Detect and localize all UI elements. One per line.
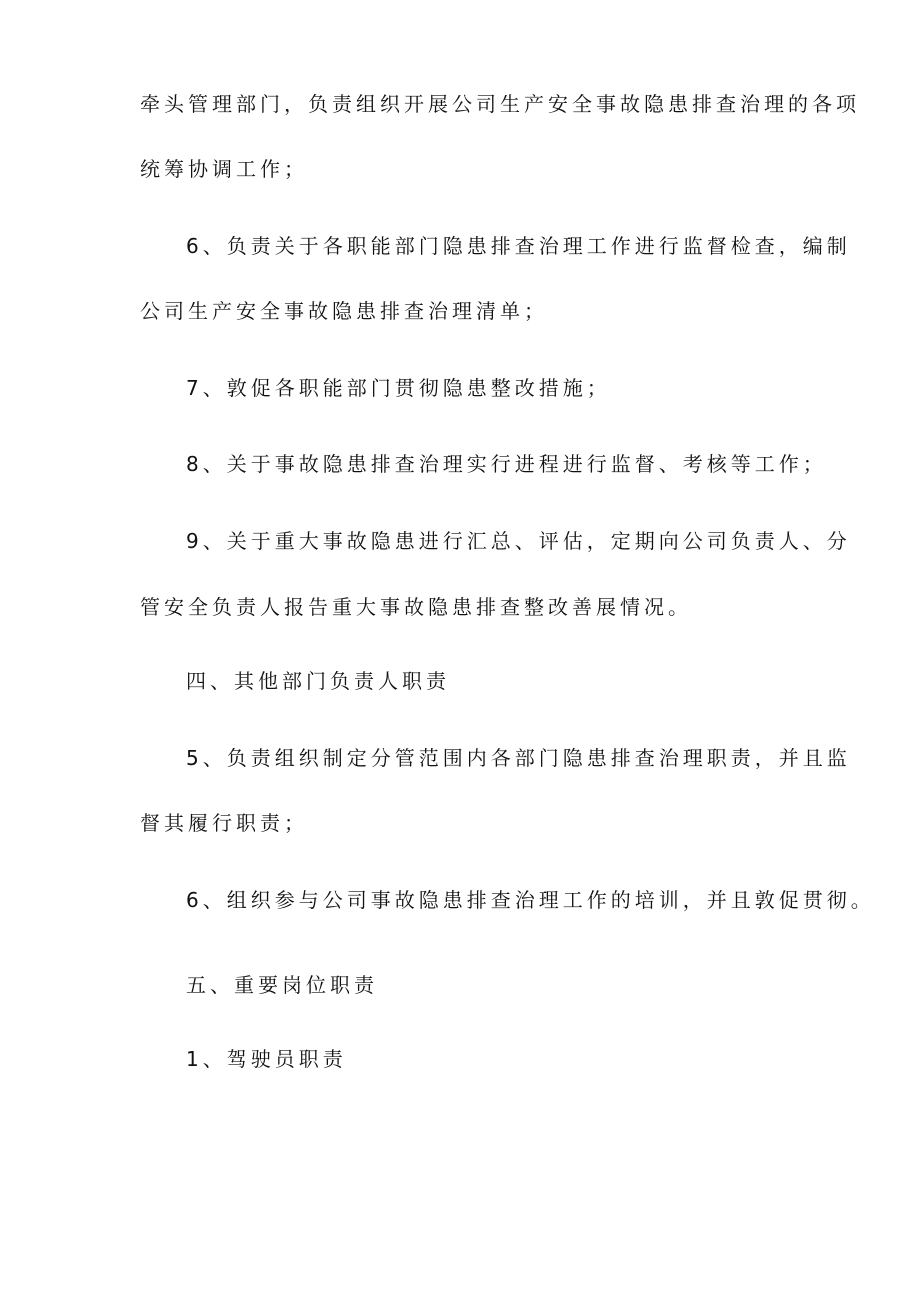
paragraph-line: 统筹协调工作；: [140, 157, 308, 181]
paragraph-line: 公司生产安全事故隐患排查治理清单；: [140, 299, 548, 323]
paragraph-line: 督其履行职责；: [140, 811, 308, 835]
paragraph-line: 9、关于重大事故隐患进行汇总、评估，定期向公司负责人、分: [186, 529, 851, 553]
paragraph-line: 6、组织参与公司事故隐患排查治理工作的培训，并且敦促贯彻。: [186, 888, 875, 912]
section-heading: 五、重要岗位职责: [186, 973, 378, 997]
section-heading: 四、其他部门负责人职责: [186, 669, 450, 693]
paragraph-line: 6、负责关于各职能部门隐患排查治理工作进行监督检查，编制: [186, 234, 851, 258]
paragraph-line: 管安全负责人报告重大事故隐患排查整改善展情况。: [140, 595, 692, 619]
paragraph-line: 8、关于事故隐患排查治理实行进程进行监督、考核等工作；: [186, 452, 827, 476]
subsection-heading: 1、驾驶员职责: [186, 1047, 347, 1071]
paragraph-line: 牵头管理部门，负责组织开展公司生产安全事故隐患排查治理的各项: [140, 92, 860, 116]
paragraph-line: 5、负责组织制定分管范围内各部门隐患排查治理职责，并且监: [186, 746, 851, 770]
paragraph-line: 7、敦促各职能部门贯彻隐患整改措施；: [186, 376, 611, 400]
